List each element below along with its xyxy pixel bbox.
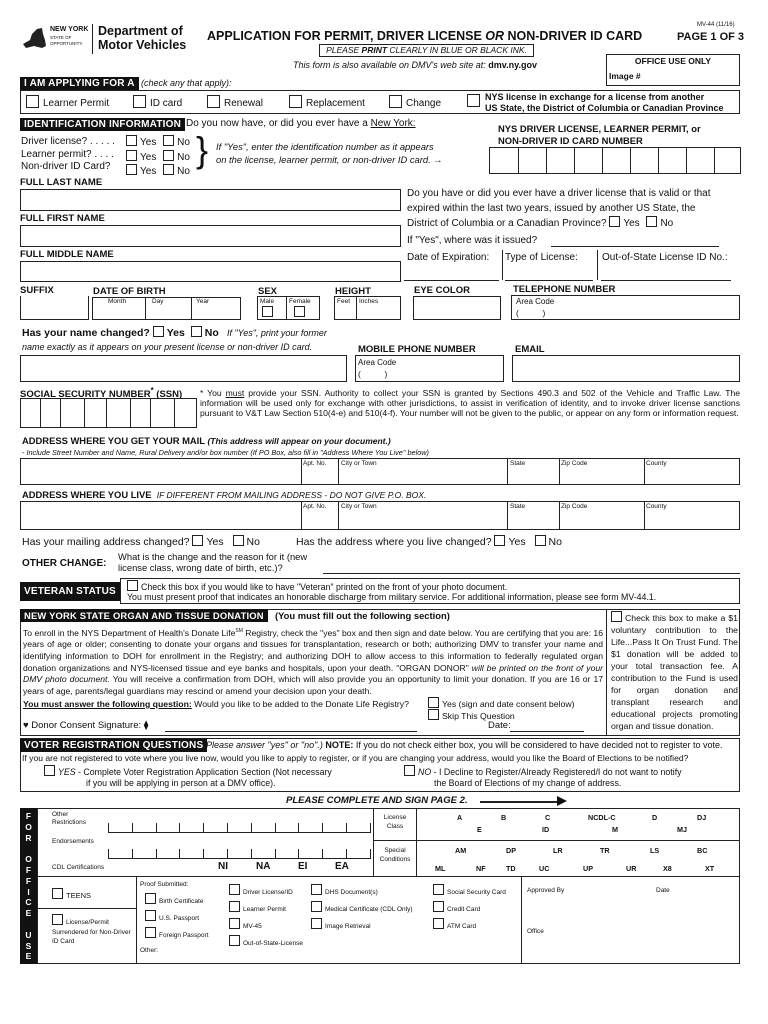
exchange-checkbox[interactable] — [467, 94, 480, 107]
teens-option[interactable]: TEENS — [52, 888, 91, 900]
mail-city-label: City or Town — [341, 460, 377, 467]
cond-uc: UC — [539, 864, 550, 873]
middle-name-label: FULL MIDDLE NAME — [20, 249, 114, 260]
live-city-label: City or Town — [341, 503, 377, 510]
exchange-option[interactable] — [467, 94, 484, 108]
endorsements-label: Endorsements — [52, 838, 94, 845]
entry-tick — [346, 849, 347, 859]
first-name-label: FULL FIRST NAME — [20, 213, 105, 224]
driver-license-no-checkbox[interactable] — [163, 135, 174, 146]
dhs-doc-checkbox[interactable] — [311, 884, 322, 895]
last-name-input[interactable] — [20, 189, 401, 211]
us-passport-checkbox[interactable] — [145, 910, 156, 921]
cond-ls: LS — [650, 846, 660, 855]
renewal-checkbox[interactable] — [207, 95, 220, 108]
mail-change-no-checkbox[interactable] — [233, 535, 244, 546]
approved-date-label: Date — [656, 887, 670, 894]
office-use-box — [606, 54, 740, 86]
entry-tick — [179, 849, 180, 859]
website-note: This form is also available on DMV's web site at: dmv.ny.gov — [293, 60, 537, 70]
learner-permit-option[interactable]: Learner Permit — [26, 95, 109, 109]
cdl-code-ea: EA — [335, 861, 349, 872]
other-proof-label: Other: — [140, 947, 159, 954]
organ-skip-checkbox[interactable] — [428, 709, 439, 720]
name-change-note-2: name exactly as it appears on your present license or non-driver ID card. — [22, 342, 313, 352]
office-use-label: OFFICE USE ONLY — [634, 56, 712, 66]
expiration-line[interactable] — [404, 280, 499, 281]
out-of-state-id-line[interactable] — [601, 280, 731, 281]
cond-dp: DP — [506, 846, 516, 855]
learner-permit-checkbox[interactable] — [26, 95, 39, 108]
other-change-question: What is the change and the reason for it (new license class, wrong date of birth, etc.)? — [118, 551, 308, 573]
sign-arrow-line — [480, 801, 560, 803]
birth-cert-checkbox[interactable] — [145, 893, 156, 904]
mobile-area-code-label: Area Code — [358, 358, 397, 367]
entry-tick — [370, 823, 371, 833]
entry-tick — [275, 823, 276, 833]
atm-card-checkbox[interactable] — [433, 918, 444, 929]
donor-signature-line[interactable] — [165, 731, 417, 732]
class-dj: DJ — [697, 813, 707, 822]
out-of-state-license-checkbox[interactable] — [229, 935, 240, 946]
live-apt-label: Apt. No. — [303, 503, 327, 510]
driver-license-id-checkbox[interactable] — [229, 884, 240, 895]
proofs-col1: Birth Certificate U.S. Passport Foreign Passport — [145, 893, 209, 944]
female-checkbox[interactable] — [294, 306, 305, 317]
cond-xt: XT — [705, 864, 715, 873]
id-questions: Driver license? . . . . . Learner permit? . . . . Non-driver ID Card? — [21, 136, 115, 172]
month-label: Month — [108, 298, 127, 305]
mail-change-yes-checkbox[interactable] — [192, 535, 203, 546]
replacement-option[interactable]: Replacement — [289, 95, 365, 109]
expiration-label: Date of Expiration: — [407, 252, 490, 263]
identification-question: Do you now have, or did you ever have a New York: — [186, 118, 416, 129]
live-change-no-checkbox[interactable] — [535, 535, 546, 546]
renewal-option[interactable]: Renewal — [207, 95, 263, 109]
voter-no-option[interactable]: NO - I Decline to Register/Already Registered/I do not want to notify the Board of Elections of my change of address. — [404, 765, 682, 789]
other-license-yes-checkbox[interactable] — [609, 216, 620, 227]
other-restrictions-label: Other Restrictions — [52, 811, 86, 826]
page-number: PAGE 1 OF 3 — [677, 31, 745, 43]
class-id: ID — [542, 825, 550, 834]
entry-tick — [298, 849, 299, 859]
first-name-input[interactable] — [20, 225, 401, 247]
ssn-input[interactable] — [20, 398, 197, 428]
nys-number-label: NYS DRIVER LICENSE, LEARNER PERMIT, or NON-DRIVER ID CARD NUMBER — [498, 123, 701, 146]
entry-tick — [346, 823, 347, 833]
cond-am: AM — [455, 846, 467, 855]
applying-header: I AM APPLYING FOR A — [20, 77, 139, 90]
class-c: C — [545, 813, 551, 822]
surrendered-checkbox[interactable] — [52, 914, 63, 925]
learner-permit-proof-checkbox[interactable] — [229, 901, 240, 912]
logo-state-text: STATE OF OPPORTUNITY. — [50, 35, 84, 46]
donor-date-line[interactable] — [510, 731, 584, 732]
where-issued-line[interactable] — [551, 246, 719, 247]
medical-cert-checkbox[interactable] — [311, 901, 322, 912]
cond-x8: X8 — [663, 864, 672, 873]
suffix-input[interactable] — [20, 296, 89, 320]
cond-bc: BC — [697, 846, 708, 855]
mail-apt-label: Apt. No. — [303, 460, 327, 467]
dob-label: DATE OF BIRTH — [93, 286, 166, 297]
office-use-letter: F — [25, 875, 32, 886]
office-use-letter — [20, 843, 37, 854]
driver-license-yes-checkbox[interactable] — [126, 135, 137, 146]
office-use-letter: E — [25, 951, 32, 962]
ny-state-map-icon — [20, 26, 48, 52]
applying-note: (check any that apply): — [141, 78, 232, 88]
learner-permit-no-checkbox[interactable] — [163, 150, 174, 161]
tel-area-code-label: Area Code — [516, 297, 555, 306]
ssn-note: * You must provide your SSN. Authority to collect your SSN is granted by Sections 490.3 and 502 of the Vehicle and Traffic Law. The information will be used only for exchange with other jurisdictions, to assist in verification of identity, and to invoke driver license sanctions pursuant to V&T Law Section 510(4-e) and 510(4-f). Your number will not be given to the public, or appear on any form or information request. — [200, 388, 741, 418]
former-name-input[interactable] — [20, 355, 347, 382]
donor-signature-label: ♥ Donor Consent Signature: ⧫ — [23, 720, 149, 731]
entry-tick — [298, 823, 299, 833]
mail-change-question: Has your mailing address changed? Yes No — [22, 536, 260, 548]
teens-checkbox[interactable] — [52, 888, 63, 899]
mail-address-sub: - Include Street Number and Name, Rural Delivery and/or box number (If PO Box, also fill in "Address Where You Live" below) — [22, 448, 429, 457]
ssn-label: SOCIAL SECURITY NUMBER* (SSN) — [20, 386, 183, 401]
special-conditions-label: Special Conditions — [379, 847, 411, 863]
email-label: EMAIL — [515, 344, 545, 355]
nys-number-input[interactable] — [489, 147, 741, 174]
proofs-col3: DHS Document(s) Medical Certificate (CDL Only) Image Retrieval — [311, 884, 413, 935]
entry-tick — [132, 823, 133, 833]
mail-county-label: County — [646, 460, 667, 467]
last-name-label: FULL LAST NAME — [20, 177, 103, 188]
telephone-label: TELEPHONE NUMBER — [513, 284, 616, 295]
cdl-code-ei: EI — [298, 861, 308, 872]
eye-color-label: EYE COLOR — [414, 285, 470, 296]
replacement-checkbox[interactable] — [289, 95, 302, 108]
endorsement-boxes[interactable] — [108, 849, 370, 859]
cdl-code-ni: NI — [218, 861, 228, 872]
nys-logo — [20, 24, 92, 54]
restrictions-boxes[interactable] — [108, 823, 370, 833]
office-use-vertical-text — [20, 811, 37, 962]
entry-tick — [370, 849, 371, 859]
identification-header: IDENTIFICATION INFORMATION — [20, 118, 185, 131]
entry-tick — [179, 823, 180, 833]
live-change-yes-checkbox[interactable] — [494, 535, 505, 546]
entry-tick — [227, 849, 228, 859]
class-e: E — [477, 825, 482, 834]
contribution-text: Check this box to make a $1 voluntary contribution to the Life...Pass It On Trust Fund. The $1 donation will be added to your total transaction fee. A contribution to the Fund is used for organ donation and transplant research and educational projects promoting organ and tissue donation. — [611, 613, 738, 731]
veteran-header: VETERAN STATUS — [20, 582, 120, 601]
mail-state-label: State — [510, 460, 526, 467]
office-use-letter: O — [25, 821, 32, 832]
live-county-label: County — [646, 503, 667, 510]
image-number-label: Image # — [609, 71, 641, 81]
office-use-letter: C — [25, 897, 32, 908]
office-use-letter: O — [25, 854, 32, 865]
male-checkbox[interactable] — [262, 306, 273, 317]
name-change-note-1: If "Yes", print your former — [227, 328, 327, 338]
office-use-letter: F — [25, 864, 32, 875]
change-option[interactable]: Change — [389, 95, 441, 109]
donor-date-label: Date: — [488, 720, 511, 731]
organ-must-fill: (You must fill out the following section) — [275, 610, 450, 621]
proofs-col2: Driver License/ID Learner Permit MV-45 Out-of-State-License — [229, 884, 303, 952]
entry-tick — [203, 823, 204, 833]
veteran-line2: You must present proof that indicates an honorable discharge from military service. For additional information, please see form MV-44.1. — [127, 592, 657, 602]
veteran-checkbox[interactable] — [127, 580, 138, 591]
form-number: MV-44 (11/16) — [697, 22, 735, 28]
class-m: M — [612, 825, 618, 834]
name-change-question: Has your name changed? Yes No — [22, 327, 219, 339]
sign-arrow-icon — [557, 796, 567, 806]
learner-permit-yes-checkbox[interactable] — [126, 150, 137, 161]
other-license-question: Do you have or did you ever have a driver license that is valid or that expired within the last two years, issued by another US State, the District of Columbia or a Canadian Province? Yes No — [407, 188, 711, 229]
email-input[interactable] — [512, 355, 740, 382]
mail-address-input[interactable] — [20, 458, 740, 485]
entry-tick — [108, 849, 109, 859]
brace: } — [196, 129, 209, 170]
organ-skip-option[interactable]: Skip This Question — [428, 709, 515, 721]
type-label: Type of License: — [505, 252, 578, 263]
print-instructions: PLEASE PRINT CLEARLY IN BLUE OR BLACK INK. — [319, 44, 534, 57]
entry-tick — [251, 849, 252, 859]
voter-header: VOTER REGISTRATION QUESTIONS — [20, 739, 207, 752]
form-title: APPLICATION FOR PERMIT, DRIVER LICENSE OR NON-DRIVER ID CARD — [207, 29, 643, 43]
entry-tick — [156, 849, 157, 859]
voter-note: (Please answer "yes" or "no".) NOTE: If you do not check either box, you will be considered to have decided not to register to vote. — [203, 740, 723, 750]
cond-td: TD — [506, 864, 516, 873]
class-mj: MJ — [677, 825, 687, 834]
office-use-letter: S — [25, 940, 32, 951]
foreign-passport-checkbox[interactable] — [145, 927, 156, 938]
cond-lr: LR — [553, 846, 563, 855]
proofs-col4: Social Security Card Credit Card ATM Card — [433, 884, 506, 935]
contribution-checkbox[interactable] — [611, 611, 622, 622]
live-change-question: Has the address where you live changed? Yes No — [296, 536, 562, 548]
feet-label: Feet — [337, 298, 351, 305]
other-change-line[interactable] — [323, 573, 740, 574]
id-yes-no: Yes No Yes No Yes No — [126, 135, 190, 179]
live-state-label: State — [510, 503, 526, 510]
organ-question: You must answer the following question: Would you like to be added to the Donate Life Registry? — [23, 699, 409, 709]
logo-ny-text: NEW YORK — [50, 26, 89, 33]
where-issued-label: If "Yes", where was it issued? — [407, 235, 538, 246]
office-use-letter: R — [25, 832, 32, 843]
office-use-letter: U — [25, 929, 32, 940]
office-use-letter: F — [25, 811, 32, 821]
voter-question: If you are not registered to vote where you live now, would you like to apply to register, or if you are changing your address, would you like the Board of Elections to be notified? — [22, 753, 689, 763]
class-a: A — [457, 813, 463, 822]
name-change-yes-checkbox[interactable] — [153, 326, 164, 337]
entry-tick — [322, 849, 323, 859]
surrendered-option[interactable]: License/Permit Surrendered for Non-Driver ID Card — [52, 914, 136, 947]
sex-label: SEX — [258, 286, 278, 297]
id-card-option[interactable]: ID card — [133, 95, 182, 109]
voter-yes-option[interactable]: YES - Complete Voter Registration Application Section (Not necessary if you will be applying in person at a DMV office). — [44, 765, 332, 789]
proof-label: Proof Submitted: — [140, 881, 189, 888]
mobile-label: MOBILE PHONE NUMBER — [358, 344, 476, 355]
height-label: HEIGHT — [335, 286, 371, 297]
cdl-code-na: NA — [256, 861, 271, 872]
organ-yes-option[interactable]: Yes (sign and date consent below) — [428, 697, 575, 709]
id-card-checkbox[interactable] — [133, 95, 146, 108]
organ-body: To enroll in the NYS Department of Health's Donate Life℠ Registry, check the "yes" box and then sign and date below. You are certifying that you are: 16 years of age or older; consenting to donate your organs and tissues for transplantation, research or both; authorizing DMV to transfer your name and identifying information to DOH for enrollment in the Registry; and authorizing DOH to allow access to this information to federally regulated organ donation organizations and NYS-licensed tissue and eye banks and hospitals, upon your death. "ORGAN DONOR" will be printed on the front of your DMV photo document. You will receive a confirmation from DOH, which will also provide you an opportunity to limit your donation. If you are 16 or 17 years of age, parents/legal guardians may rescind or amend your decision upon your death. — [23, 627, 603, 696]
class-d: D — [652, 813, 658, 822]
voter-no-checkbox[interactable] — [404, 765, 415, 776]
year-label: Year — [196, 298, 210, 305]
cdl-cert-label: CDL Certifications — [52, 864, 105, 871]
change-checkbox[interactable] — [389, 95, 402, 108]
office-label: Office — [527, 928, 544, 935]
type-line[interactable] — [505, 280, 593, 281]
day-label: Day — [152, 298, 164, 305]
image-retrieval-checkbox[interactable] — [311, 918, 322, 929]
mobile-area-code-paren: ( ) — [358, 369, 388, 379]
eye-color-input[interactable] — [413, 296, 501, 320]
cond-ur: UR — [626, 864, 637, 873]
other-change-label: OTHER CHANGE: — [22, 558, 107, 569]
entry-tick — [251, 823, 252, 833]
inches-label: Inches — [359, 298, 379, 305]
tel-area-code-paren: ( ) — [516, 308, 546, 318]
exchange-label: NYS license in exchange for a license from another US State, the District of Columbia or Canadian Province — [485, 92, 724, 113]
entry-tick — [275, 849, 276, 859]
other-license-no-checkbox[interactable] — [646, 216, 657, 227]
entry-tick — [108, 823, 109, 833]
class-ncdl-c: NCDL-C — [588, 813, 616, 822]
suffix-label: SUFFIX — [20, 285, 54, 296]
office-use-letter: E — [25, 908, 32, 919]
class-b: B — [501, 813, 507, 822]
live-address-label: ADDRESS WHERE YOU LIVE IF DIFFERENT FROM MAILING ADDRESS - DO NOT GIVE P.O. BOX. — [22, 489, 427, 500]
id-if-yes-note: If "Yes", enter the identification number as it appears on the license, learner permit, or non-driver ID card. → — [216, 141, 443, 165]
license-class-label: License Class — [383, 814, 407, 830]
organ-yes-checkbox[interactable] — [428, 697, 439, 708]
entry-tick — [203, 849, 204, 859]
non-driver-yes-checkbox[interactable] — [126, 164, 137, 175]
non-driver-no-checkbox[interactable] — [163, 164, 174, 175]
office-use-letter: I — [27, 886, 30, 897]
female-label: Female — [289, 298, 311, 305]
entry-tick — [156, 823, 157, 833]
social-security-card-checkbox[interactable] — [433, 884, 444, 895]
sign-page-2-notice: PLEASE COMPLETE AND SIGN PAGE 2. — [286, 795, 468, 806]
organ-header: NEW YORK STATE ORGAN AND TISSUE DONATION — [20, 609, 268, 622]
live-zip-label: Zip Code — [561, 503, 588, 510]
office-use-letter — [20, 919, 37, 930]
cond-up: UP — [583, 864, 593, 873]
name-change-no-checkbox[interactable] — [191, 326, 202, 337]
entry-tick — [227, 823, 228, 833]
cond-tr: TR — [600, 846, 610, 855]
veteran-line1: Check this box if you would like to have "Veteran" printed on the front of your photo document. — [127, 580, 507, 592]
mail-address-label: ADDRESS WHERE YOU GET YOUR MAIL (This address will appear on your document.) — [22, 435, 391, 446]
voter-yes-checkbox[interactable] — [44, 765, 55, 776]
mail-zip-label: Zip Code — [561, 460, 588, 467]
approved-by-label: Approved By — [527, 887, 565, 894]
male-label: Male — [260, 298, 275, 305]
out-of-state-id-label: Out-of-State License ID No.: — [602, 252, 728, 263]
dmv-name: Department of Motor Vehicles — [98, 24, 187, 52]
entry-tick — [322, 823, 323, 833]
mv45-checkbox[interactable] — [229, 918, 240, 929]
cond-nf: NF — [476, 864, 486, 873]
entry-tick — [132, 849, 133, 859]
cond-ml: ML — [435, 864, 446, 873]
credit-card-checkbox[interactable] — [433, 901, 444, 912]
middle-name-input[interactable] — [20, 261, 401, 282]
live-address-input[interactable] — [20, 501, 740, 530]
